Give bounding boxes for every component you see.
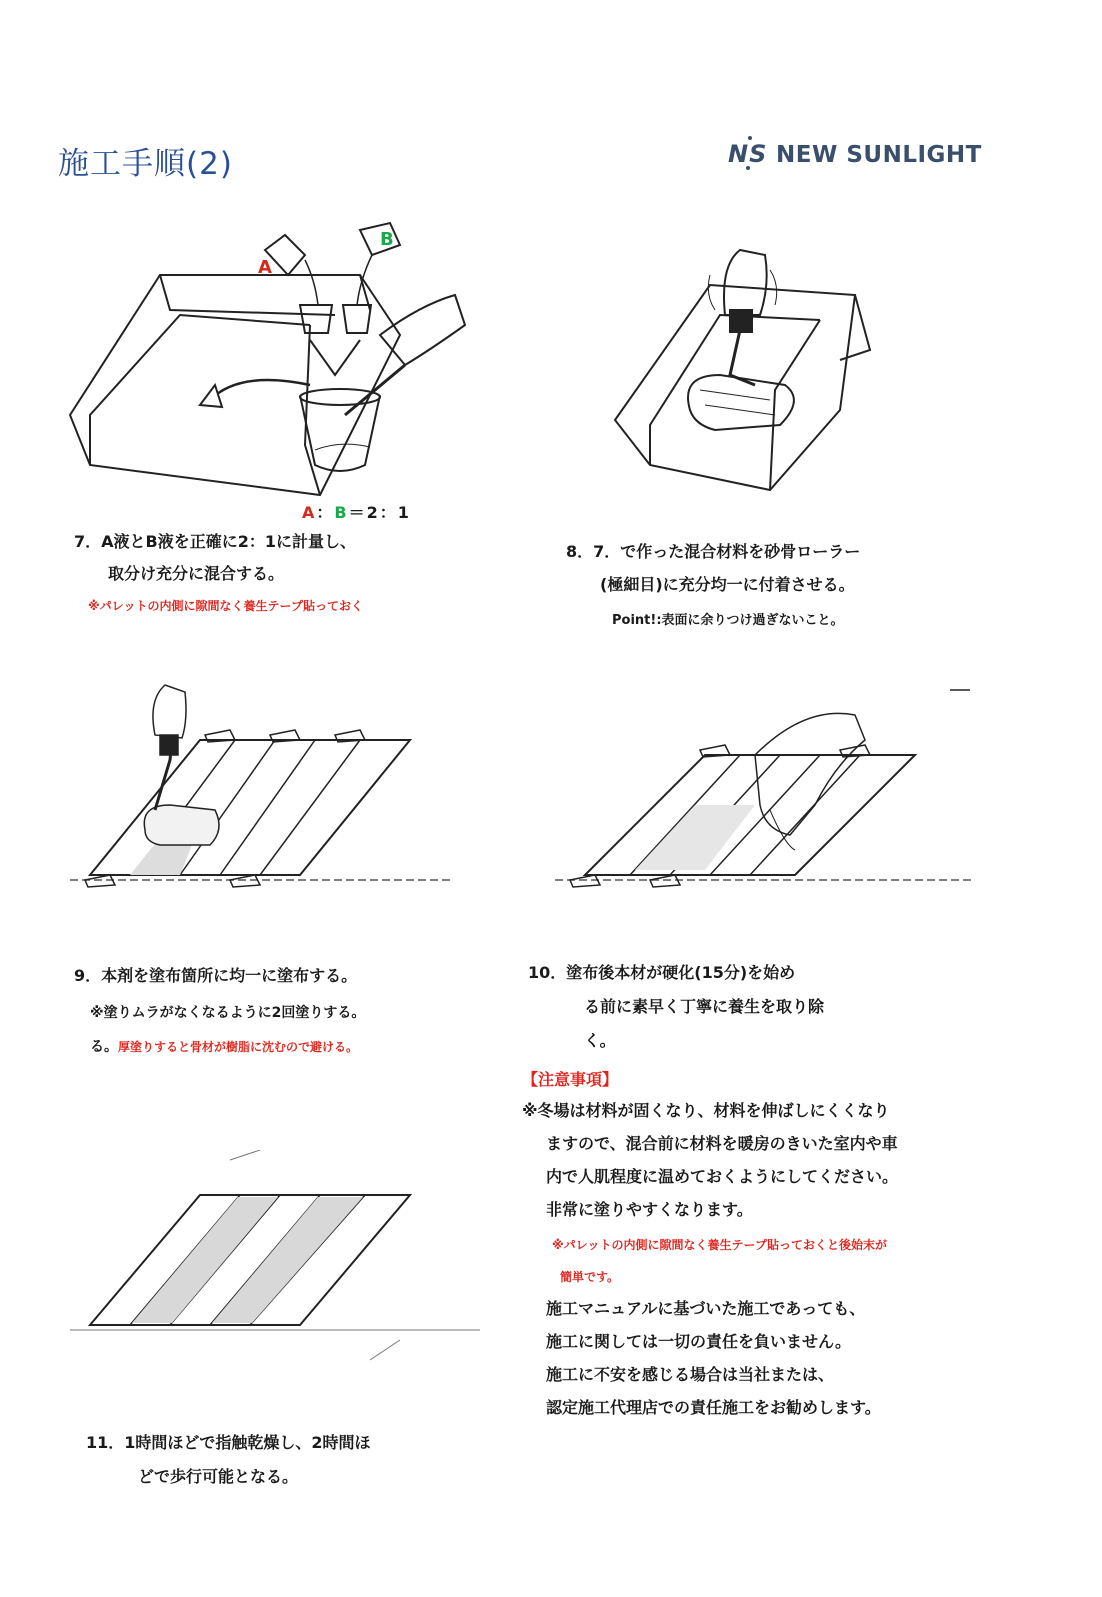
mixing-illustration [60,215,480,505]
step8-point: Point!:表面に余りつけ過ぎないこと。 [612,613,844,628]
step9-line3 [90,1036,358,1056]
step10-line1: 10．塗布後本材が硬化(15分)を始め [528,963,796,982]
ratio-sep: ： [316,503,335,522]
step7-line2: 取分け充分に混合する。 [108,564,285,583]
step9-line3-red: 厚塗りすると骨材が樹脂に沈むので避ける。 [118,1040,359,1054]
notes-p2: ますので、混合前に材料を暖房のきいた室内や車 [546,1134,898,1153]
step11-line2: どで歩行可能となる。 [138,1467,299,1486]
notes-red1: ※パレットの内側に隙間なく養生テープ貼っておくと後始末が [552,1238,887,1252]
disclaimer-4: 認定施工代理店での責任施工をお勧めします。 [546,1398,881,1417]
finished-stripes-illustration [70,1150,480,1370]
label-b: B [380,229,394,250]
step8-line1: 8．7．で作った混合材料を砂骨ローラー [566,542,861,561]
logo-name: NEW SUNLIGHT [776,142,982,168]
step9-line2: ※塗りムラがなくなるように2回塗りする。 [90,1005,366,1021]
tape-removal-illustration [555,685,975,935]
notes-red2: 簡単です。 [560,1270,620,1284]
step8-line2: (極細目)に充分均一に付着させる。 [600,575,855,594]
notes-heading: 【注意事項】 [522,1070,619,1089]
ratio-eq: ＝2：1 [348,503,411,522]
notes-p3: 内で人肌程度に温めておくようにしてください。 [546,1167,899,1186]
ratio-b: B [334,503,349,522]
step10-line3: く。 [584,1031,616,1050]
ratio-a: A [302,503,317,522]
notes-p1: ※冬場は材料が固くなり、材料を伸ばしにくくなり [522,1101,890,1120]
disclaimer-2: 施工に関しては一切の責任を負いません。 [546,1332,851,1351]
step11-line1: 11．1時間ほどで指触乾燥し、2時間ほ [86,1433,371,1452]
step10-line2: る前に素早く丁寧に養生を取り除 [584,997,825,1016]
page-title: 施工手順(2) [58,146,233,182]
step9-line1: 9．本剤を塗布箇所に均一に塗布する。 [74,966,358,985]
rolling-stripes-illustration [60,680,460,930]
label-a: A [258,257,272,278]
disclaimer-3: 施工に不安を感じる場合は当社または、 [546,1365,835,1384]
mix-ratio [302,500,411,523]
disclaimer-1: 施工マニュアルに基づいた施工であっても、 [546,1299,866,1318]
roller-tray-illustration [610,225,890,500]
notes-p4: 非常に塗りやすくなります。 [546,1200,753,1219]
step9-line3-prefix: る。 [90,1039,118,1055]
logo-mark: NS [728,140,768,168]
step7-note: ※パレットの内側に隙間なく養生テープ貼っておく [88,599,363,613]
brand-logo [728,136,1018,176]
step7-line1: 7．A液とB液を正確に2：1に計量し、 [74,532,356,551]
